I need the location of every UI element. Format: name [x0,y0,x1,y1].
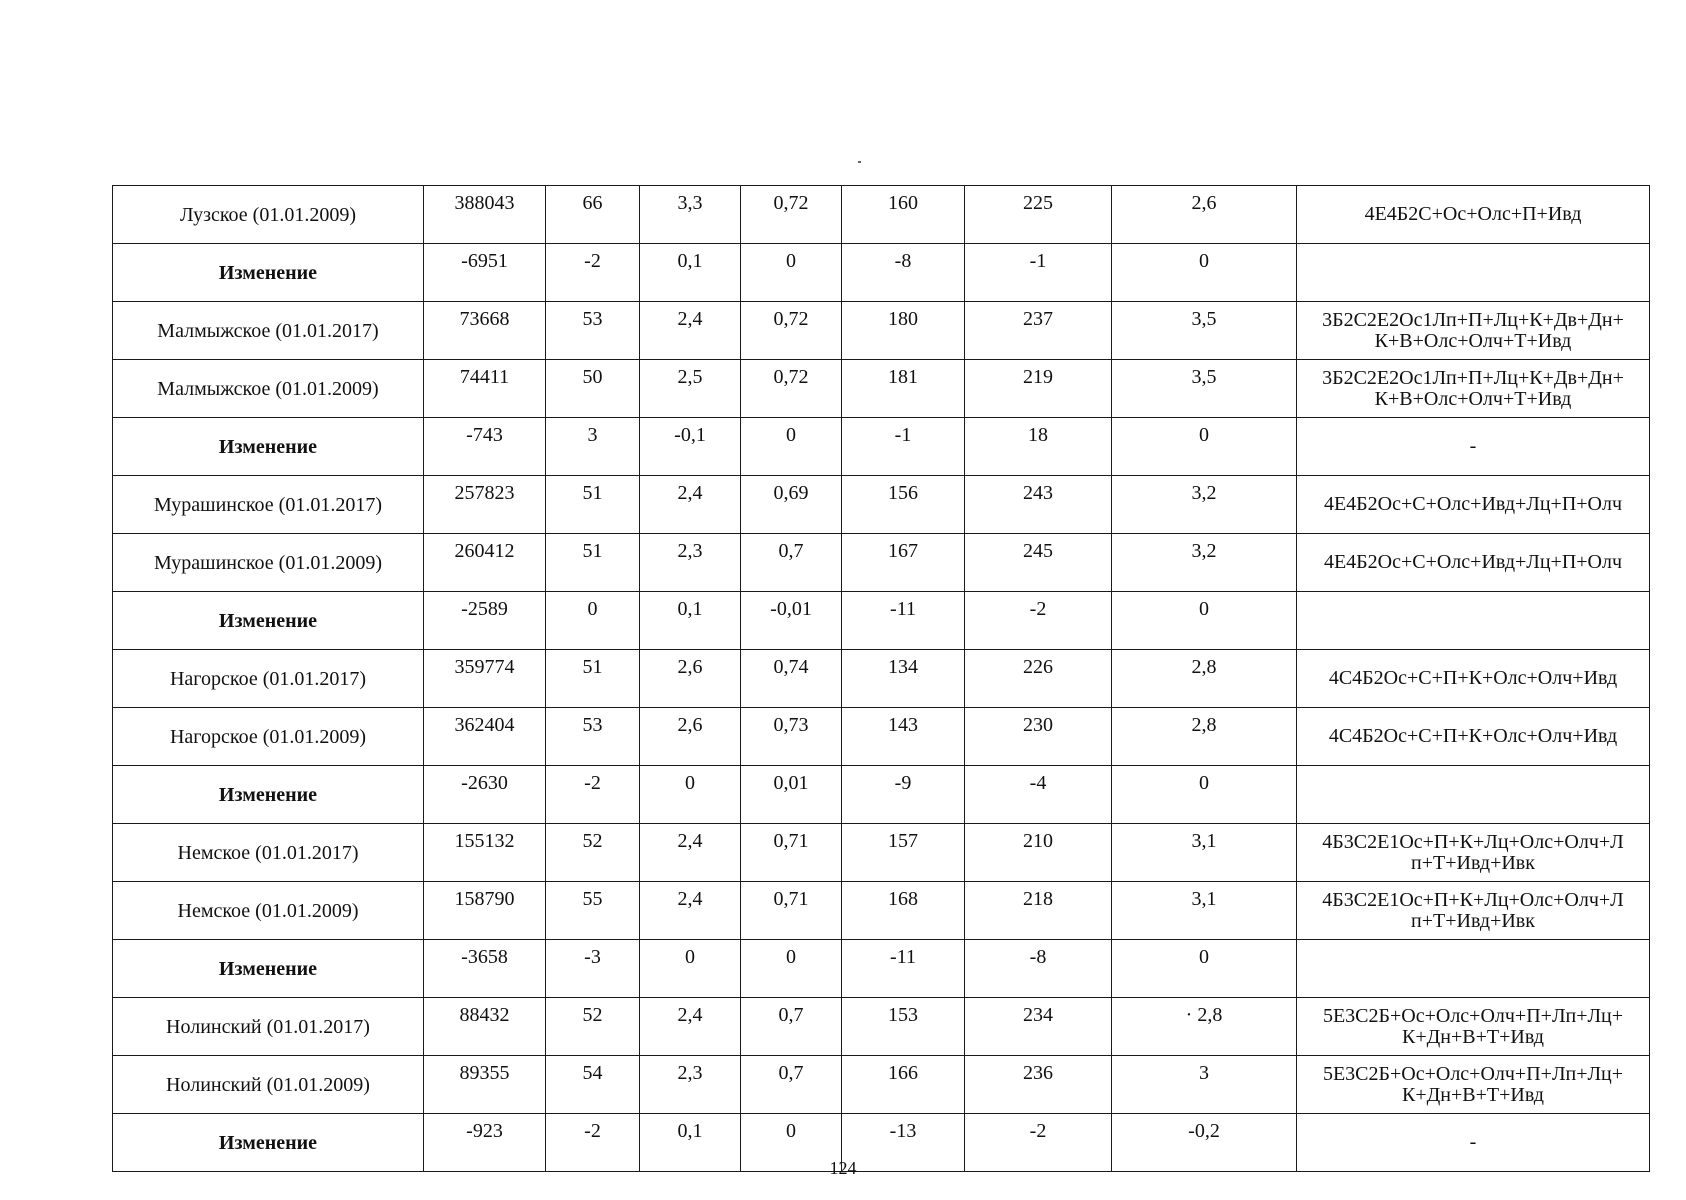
value-cell: -0,2 [1112,1114,1297,1172]
forestry-row [113,824,1650,882]
value-cell: 230 [965,708,1112,766]
value-cell: -2 [546,766,640,824]
value-cell: -13 [842,1114,965,1172]
forestry-row [113,882,1650,940]
change-row [113,418,1650,476]
change-row [113,244,1650,302]
value-cell: 0,01 [741,766,842,824]
value-cell: 0,72 [741,302,842,360]
value-cell: 388043 [424,186,546,244]
value-cell: 3,2 [1112,476,1297,534]
value-cell: 51 [546,476,640,534]
value-cell: 134 [842,650,965,708]
value-cell: 74411 [424,360,546,418]
value-cell: 18 [965,418,1112,476]
value-cell: -2 [965,592,1112,650]
value-cell: -2589 [424,592,546,650]
forestry-row [113,998,1650,1056]
value-cell: 2,6 [640,650,741,708]
value-cell: 51 [546,650,640,708]
value-cell: 54 [546,1056,640,1114]
value-cell: 3,5 [1112,302,1297,360]
value-cell: 257823 [424,476,546,534]
value-cell: 158790 [424,882,546,940]
value-cell: 0 [741,418,842,476]
forestry-row [113,650,1650,708]
forestry-name: Нагорское (01.01.2009) [113,708,424,766]
value-cell: 2,8 [1112,650,1297,708]
value-cell: 260412 [424,534,546,592]
value-cell: 160 [842,186,965,244]
change-label: Изменение [113,592,424,650]
species-composition: - [1297,418,1650,476]
value-cell: 3,1 [1112,824,1297,882]
species-composition: 4Б3С2Е1Ос+П+К+Лц+Олс+Олч+Л п+Т+Ивд+Ивк [1297,882,1650,940]
value-cell: 210 [965,824,1112,882]
value-cell: 0,73 [741,708,842,766]
value-cell: 359774 [424,650,546,708]
value-cell: 2,8 [1112,708,1297,766]
value-cell: 226 [965,650,1112,708]
value-cell: -743 [424,418,546,476]
value-cell: 3,3 [640,186,741,244]
value-cell: 89355 [424,1056,546,1114]
value-cell: 2,6 [1112,186,1297,244]
value-cell: 236 [965,1056,1112,1114]
value-cell: 0,1 [640,592,741,650]
species-composition [1297,244,1650,302]
value-cell: 52 [546,824,640,882]
value-cell: 181 [842,360,965,418]
species-composition: 3Б2С2Е2Ос1Лп+П+Лц+К+Дв+Дн+ К+В+Олс+Олч+Т+Ивд [1297,302,1650,360]
change-label: Изменение [113,244,424,302]
value-cell: 53 [546,708,640,766]
change-row [113,940,1650,998]
forestry-name: Нолинский (01.01.2009) [113,1056,424,1114]
value-cell: 53 [546,302,640,360]
value-cell: 2,4 [640,998,741,1056]
value-cell: 55 [546,882,640,940]
value-cell: -11 [842,592,965,650]
value-cell: 0,72 [741,360,842,418]
forestry-name: Малмыжское (01.01.2009) [113,360,424,418]
species-composition: 5Е3С2Б+Ос+Олс+Олч+П+Лп+Лц+ К+Дн+В+Т+Ивд [1297,1056,1650,1114]
value-cell: 0 [640,940,741,998]
value-cell: 237 [965,302,1112,360]
value-cell: 51 [546,534,640,592]
value-cell: 218 [965,882,1112,940]
change-label: Изменение [113,1114,424,1172]
value-cell: 0 [1112,244,1297,302]
value-cell: 0 [1112,418,1297,476]
value-cell: 3,2 [1112,534,1297,592]
value-cell: 0 [741,940,842,998]
value-cell: 0,69 [741,476,842,534]
value-cell: -9 [842,766,965,824]
value-cell: 243 [965,476,1112,534]
value-cell: -0,1 [640,418,741,476]
forestry-name: Лузское (01.01.2009) [113,186,424,244]
value-cell: 0 [1112,592,1297,650]
value-cell: 0 [741,1114,842,1172]
value-cell: -8 [965,940,1112,998]
species-composition [1297,766,1650,824]
value-cell: 73668 [424,302,546,360]
change-label: Изменение [113,940,424,998]
value-cell: 166 [842,1056,965,1114]
value-cell: · 2,8 [1112,998,1297,1056]
value-cell: 0,72 [741,186,842,244]
forestry-row [113,360,1650,418]
species-composition: 4Е4Б2Ос+С+Олс+Ивд+Лц+П+Олч [1297,476,1650,534]
value-cell: 0,7 [741,998,842,1056]
forest-data-table [112,185,1650,1172]
forestry-row [113,186,1650,244]
value-cell: 2,5 [640,360,741,418]
value-cell: 225 [965,186,1112,244]
value-cell: -3 [546,940,640,998]
forestry-row [113,476,1650,534]
value-cell: 0,1 [640,1114,741,1172]
value-cell: 2,4 [640,302,741,360]
value-cell: 219 [965,360,1112,418]
value-cell: -6951 [424,244,546,302]
value-cell: 155132 [424,824,546,882]
species-composition: 3Б2С2Е2Ос1Лп+П+Лц+К+Дв+Дн+ К+В+Олс+Олч+Т+Ивд [1297,360,1650,418]
value-cell: 88432 [424,998,546,1056]
value-cell: 153 [842,998,965,1056]
change-row [113,592,1650,650]
page-number: 124 [829,1158,857,1178]
value-cell: -1 [842,418,965,476]
value-cell: -3658 [424,940,546,998]
value-cell: 245 [965,534,1112,592]
value-cell: 2,6 [640,708,741,766]
change-label: Изменение [113,418,424,476]
value-cell: 52 [546,998,640,1056]
value-cell: -2 [546,1114,640,1172]
change-row [113,766,1650,824]
value-cell: 0,74 [741,650,842,708]
species-composition [1297,940,1650,998]
value-cell: 3,5 [1112,360,1297,418]
forestry-name: Малмыжское (01.01.2017) [113,302,424,360]
value-cell: 157 [842,824,965,882]
value-cell: 167 [842,534,965,592]
value-cell: 0 [1112,766,1297,824]
scan-speck [858,161,861,163]
forestry-name: Нолинский (01.01.2017) [113,998,424,1056]
value-cell: 234 [965,998,1112,1056]
forestry-name: Нагорское (01.01.2017) [113,650,424,708]
value-cell: 3,1 [1112,882,1297,940]
species-composition: - [1297,1114,1650,1172]
change-label: Изменение [113,766,424,824]
species-composition: 5Е3С2Б+Ос+Олс+Олч+П+Лп+Лц+ К+Дн+В+Т+Ивд [1297,998,1650,1056]
species-composition: 4Е4Б2С+Ос+Олс+П+Ивд [1297,186,1650,244]
value-cell: 3 [1112,1056,1297,1114]
value-cell: -1 [965,244,1112,302]
forestry-row [113,534,1650,592]
value-cell: 180 [842,302,965,360]
value-cell: -2630 [424,766,546,824]
value-cell: 0 [1112,940,1297,998]
forestry-name: Мурашинское (01.01.2009) [113,534,424,592]
species-composition: 4Б3С2Е1Ос+П+К+Лц+Олс+Олч+Л п+Т+Ивд+Ивк [1297,824,1650,882]
value-cell: 2,4 [640,882,741,940]
value-cell: 2,4 [640,476,741,534]
value-cell: -2 [965,1114,1112,1172]
species-composition: 4С4Б2Ос+С+П+К+Олс+Олч+Ивд [1297,650,1650,708]
value-cell: -0,01 [741,592,842,650]
value-cell: 2,4 [640,824,741,882]
species-composition: 4Е4Б2Ос+С+Олс+Ивд+Лц+П+Олч [1297,534,1650,592]
forestry-name: Мурашинское (01.01.2017) [113,476,424,534]
value-cell: 0,71 [741,824,842,882]
value-cell: 156 [842,476,965,534]
value-cell: 0,7 [741,534,842,592]
value-cell: 2,3 [640,1056,741,1114]
forestry-name: Немское (01.01.2009) [113,882,424,940]
value-cell: 0,1 [640,244,741,302]
value-cell: -923 [424,1114,546,1172]
value-cell: -11 [842,940,965,998]
value-cell: 362404 [424,708,546,766]
species-composition: 4С4Б2Ос+С+П+К+Олс+Олч+Ивд [1297,708,1650,766]
value-cell: -8 [842,244,965,302]
forestry-row [113,708,1650,766]
value-cell: 0,71 [741,882,842,940]
value-cell: -2 [546,244,640,302]
value-cell: 0 [640,766,741,824]
value-cell: -4 [965,766,1112,824]
value-cell: 66 [546,186,640,244]
forestry-name: Немское (01.01.2017) [113,824,424,882]
species-composition [1297,592,1650,650]
forestry-row [113,1056,1650,1114]
value-cell: 0 [741,244,842,302]
value-cell: 0,7 [741,1056,842,1114]
value-cell: 50 [546,360,640,418]
forestry-row [113,302,1650,360]
value-cell: 168 [842,882,965,940]
value-cell: 143 [842,708,965,766]
value-cell: 3 [546,418,640,476]
value-cell: 2,3 [640,534,741,592]
value-cell: 0 [546,592,640,650]
